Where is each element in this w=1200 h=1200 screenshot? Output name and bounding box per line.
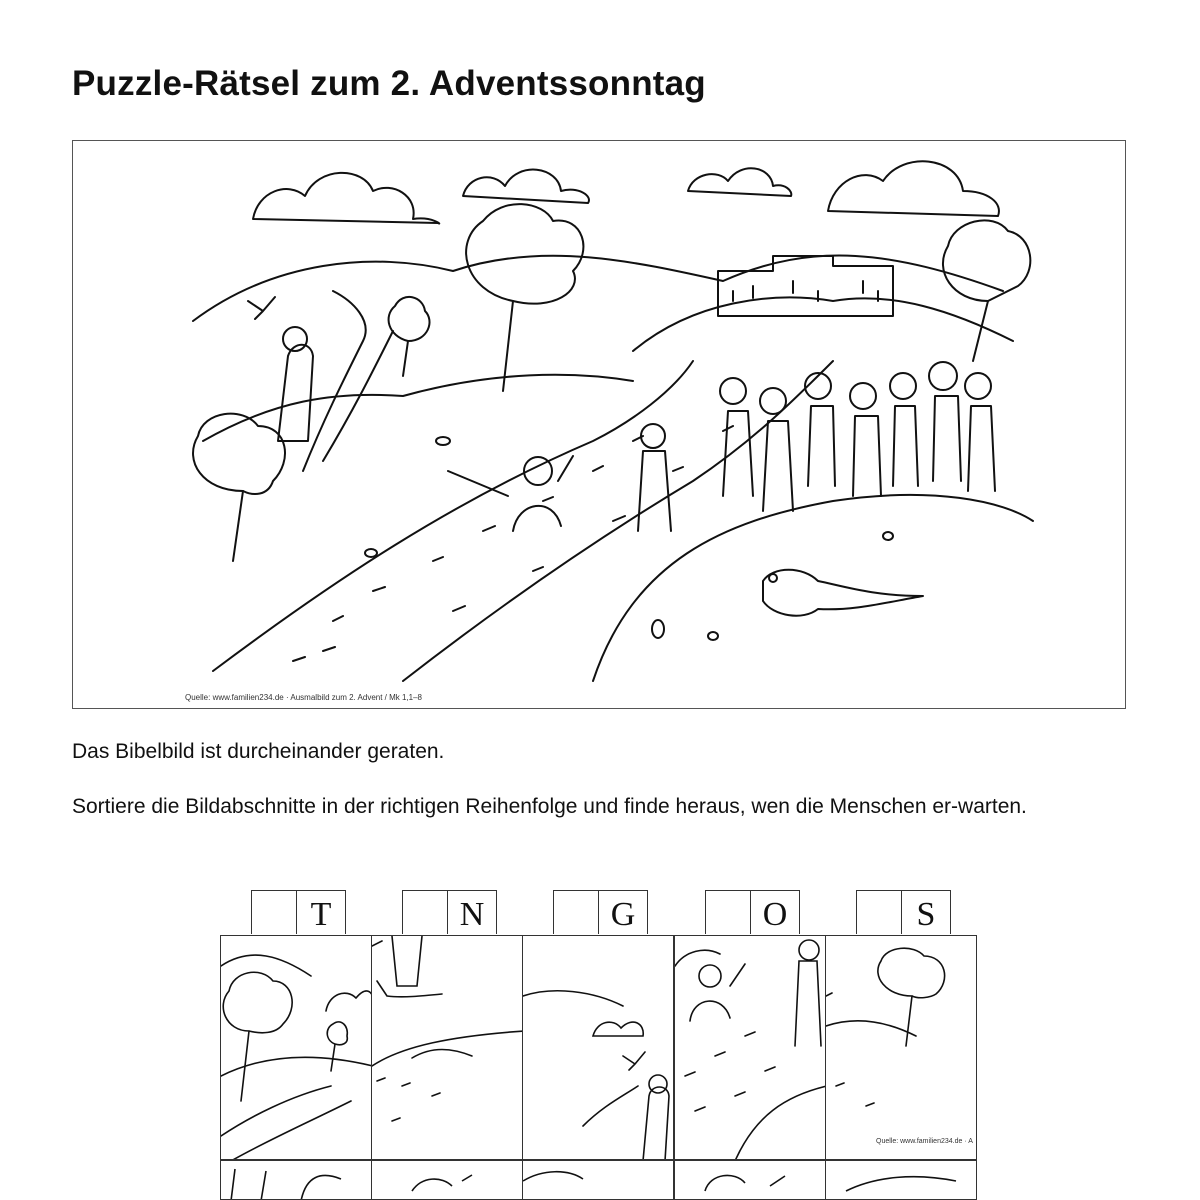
tile-illustration <box>826 936 977 1160</box>
letter-box-5[interactable] <box>856 890 951 934</box>
puzzle-tile-6[interactable] <box>220 1160 372 1200</box>
page-title: Puzzle-Rätsel zum 2. Adventssonntag <box>72 64 706 103</box>
empty-letter-slot[interactable] <box>705 890 751 934</box>
tile-illustration <box>675 1161 826 1200</box>
tile-illustration <box>675 936 826 1160</box>
puzzle-letter: S <box>901 890 951 934</box>
instruction-line-2: Sortiere die Bildabschnitte in der richtigen Reihenfolge und finde heraus, wen die Menschen er-warten. <box>72 795 1027 818</box>
tile-illustration <box>523 936 674 1160</box>
puzzle-tile-4[interactable] <box>674 935 826 1160</box>
empty-letter-slot[interactable] <box>553 890 599 934</box>
tile-illustration <box>372 936 523 1160</box>
puzzle-tile-10[interactable] <box>825 1160 977 1200</box>
puzzle-tile-9[interactable] <box>674 1160 826 1200</box>
puzzle-tile-7[interactable] <box>371 1160 523 1200</box>
letter-box-3[interactable] <box>553 890 648 934</box>
empty-letter-slot[interactable] <box>856 890 902 934</box>
puzzle-tile-5[interactable] <box>825 935 977 1160</box>
puzzle-tile-2[interactable] <box>371 935 523 1160</box>
tile-illustration <box>372 1161 523 1200</box>
letter-box-4[interactable] <box>705 890 800 934</box>
letter-box-2[interactable] <box>402 890 497 934</box>
puzzle-tile-8[interactable] <box>522 1160 674 1200</box>
tile-illustration <box>523 1161 674 1200</box>
tile-illustration <box>221 936 372 1160</box>
puzzle-tile-1[interactable] <box>220 935 372 1160</box>
puzzle-tile-3[interactable] <box>522 935 674 1160</box>
puzzle-letter: N <box>447 890 497 934</box>
tile-illustration <box>826 1161 977 1200</box>
puzzle-letter: T <box>296 890 346 934</box>
puzzle-letter: G <box>598 890 648 934</box>
tile-illustration <box>221 1161 372 1200</box>
tile-source-note: Quelle: www.familien234.de · A <box>876 1138 973 1145</box>
letter-box-1[interactable] <box>251 890 346 934</box>
picture-source-note: Quelle: www.familien234.de · Ausmalbild zum 2. Advent / Mk 1,1–8 <box>185 693 423 702</box>
instruction-line-1: Das Bibelbild ist durcheinander geraten. <box>72 740 445 763</box>
puzzle-letter: O <box>750 890 800 934</box>
empty-letter-slot[interactable] <box>251 890 297 934</box>
empty-letter-slot[interactable] <box>402 890 448 934</box>
